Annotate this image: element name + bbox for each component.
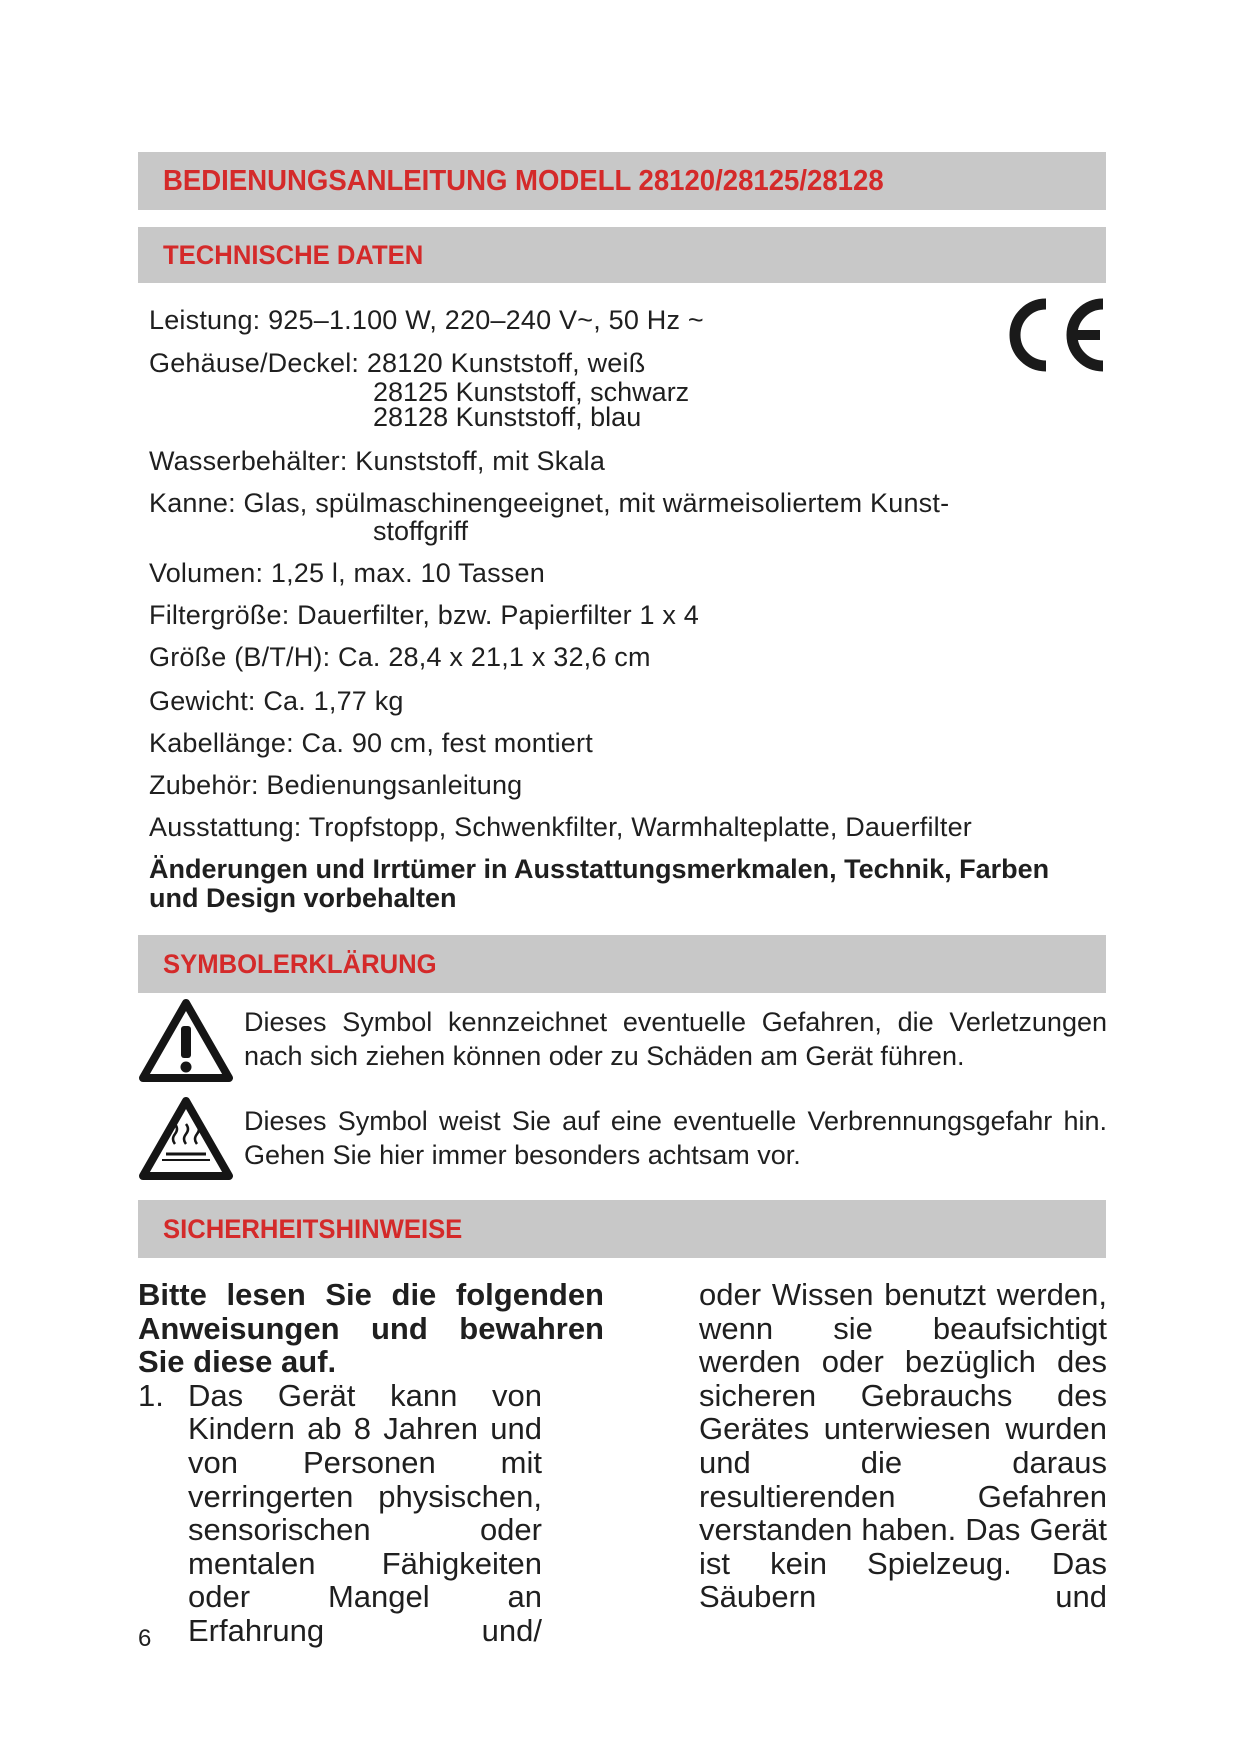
- spec-gewicht: Gewicht: Ca. 1,77 kg: [149, 686, 404, 716]
- spec-volumen: Volumen: 1,25 l, max. 10 Tassen: [149, 558, 545, 588]
- symbol-explanation-heading-bar: [138, 935, 1106, 993]
- manual-title: BEDIENUNGSANLEITUNG MODELL 28120/28125/28128: [163, 164, 884, 197]
- safety-item-1-number: 1.: [138, 1377, 164, 1413]
- spec-zubehoer: Zubehör: Bedienungsanleitung: [149, 770, 523, 800]
- warning-symbol-description: Dieses Symbol kennzeichnet eventuelle Gefahren, die Verletzungen nach sich ziehen können oder zu Schäden am Gerät führen.: [244, 1007, 1107, 1071]
- safety-heading: SICHERHEITSHINWEISE: [163, 1213, 463, 1244]
- warning-triangle-icon: [138, 998, 234, 1084]
- spec-gehaeuse: Gehäuse/Deckel: 28120 Kunststoff, weiß: [149, 348, 646, 378]
- safety-heading-bar: [138, 1200, 1106, 1258]
- spec-leistung: Leistung: 925–1.100 W, 220–240 V~, 50 Hz ~: [149, 305, 704, 335]
- tech-data-heading-bar: [138, 227, 1106, 283]
- page-number: 6: [138, 1625, 152, 1652]
- spec-groesse: Größe (B/T/H): Ca. 28,4 x 21,1 x 32,6 cm: [149, 642, 651, 672]
- spec-gehaeuse-2: 28125 Kunststoff, schwarz: [373, 377, 690, 407]
- safety-item-1: [138, 1379, 604, 1648]
- changes-reserved-note: [149, 855, 1101, 913]
- tech-data-heading: TECHNISCHE DATEN: [163, 239, 424, 270]
- safety-left-column: [138, 1278, 604, 1648]
- hot-surface-warning-icon: [138, 1096, 234, 1182]
- spec-kabellaenge: Kabellänge: Ca. 90 cm, fest montiert: [149, 728, 593, 758]
- hot-surface-symbol-description: Dieses Symbol weist Sie auf eine eventuelle Verbrennungsgefahr hin. Gehen Sie hier immer besonders achtsam vor.: [244, 1106, 1107, 1170]
- changes-reserved-text: Änderungen und Irrtümer in Ausstattungsmerkmalen, Technik, Farben und Design vorbehalten: [149, 854, 1050, 913]
- symbol-explanation-heading: SYMBOLERKLÄRUNG: [163, 948, 437, 979]
- safety-right-column: oder Wissen benutzt werden, wenn sie beaufsichtigt werden oder bezüglich des sicheren Gebrauchs des Gerätes unterwiesen wurden und die daraus resultierenden Gefahren verstanden haben. Das Gerät ist kein Spielzeug. Das Säubern und: [699, 1277, 1107, 1615]
- spec-filtergroesse: Filtergröße: Dauerfilter, bzw. Papierfilter 1 x 4: [149, 600, 700, 630]
- spec-kanne-2: stoffgriff: [373, 516, 469, 546]
- spec-gehaeuse-3: 28128 Kunststoff, blau: [373, 402, 642, 432]
- manual-title-bar: [138, 152, 1106, 210]
- ce-mark-icon: [1008, 296, 1110, 374]
- spec-ausstattung: Ausstattung: Tropfstopp, Schwenkfilter, Warmhalteplatte, Dauerfilter: [149, 812, 972, 842]
- safety-intro: Bitte lesen Sie die folgenden Anweisungen und bewahren Sie diese auf.: [138, 1277, 604, 1380]
- spec-wasserbehaelter: Wasserbehälter: Kunststoff, mit Skala: [149, 446, 606, 476]
- safety-item-1-text: Das Gerät kann von Kindern ab 8 Jahren und von Personen mit verringerten physischen, sensorischen oder mentalen Fähigkeiten oder Mangel an Erfahrung und/: [188, 1377, 542, 1648]
- spec-kanne: Kanne: Glas, spülmaschinengeeignet, mit wärmeisoliertem Kunst-: [149, 488, 950, 518]
